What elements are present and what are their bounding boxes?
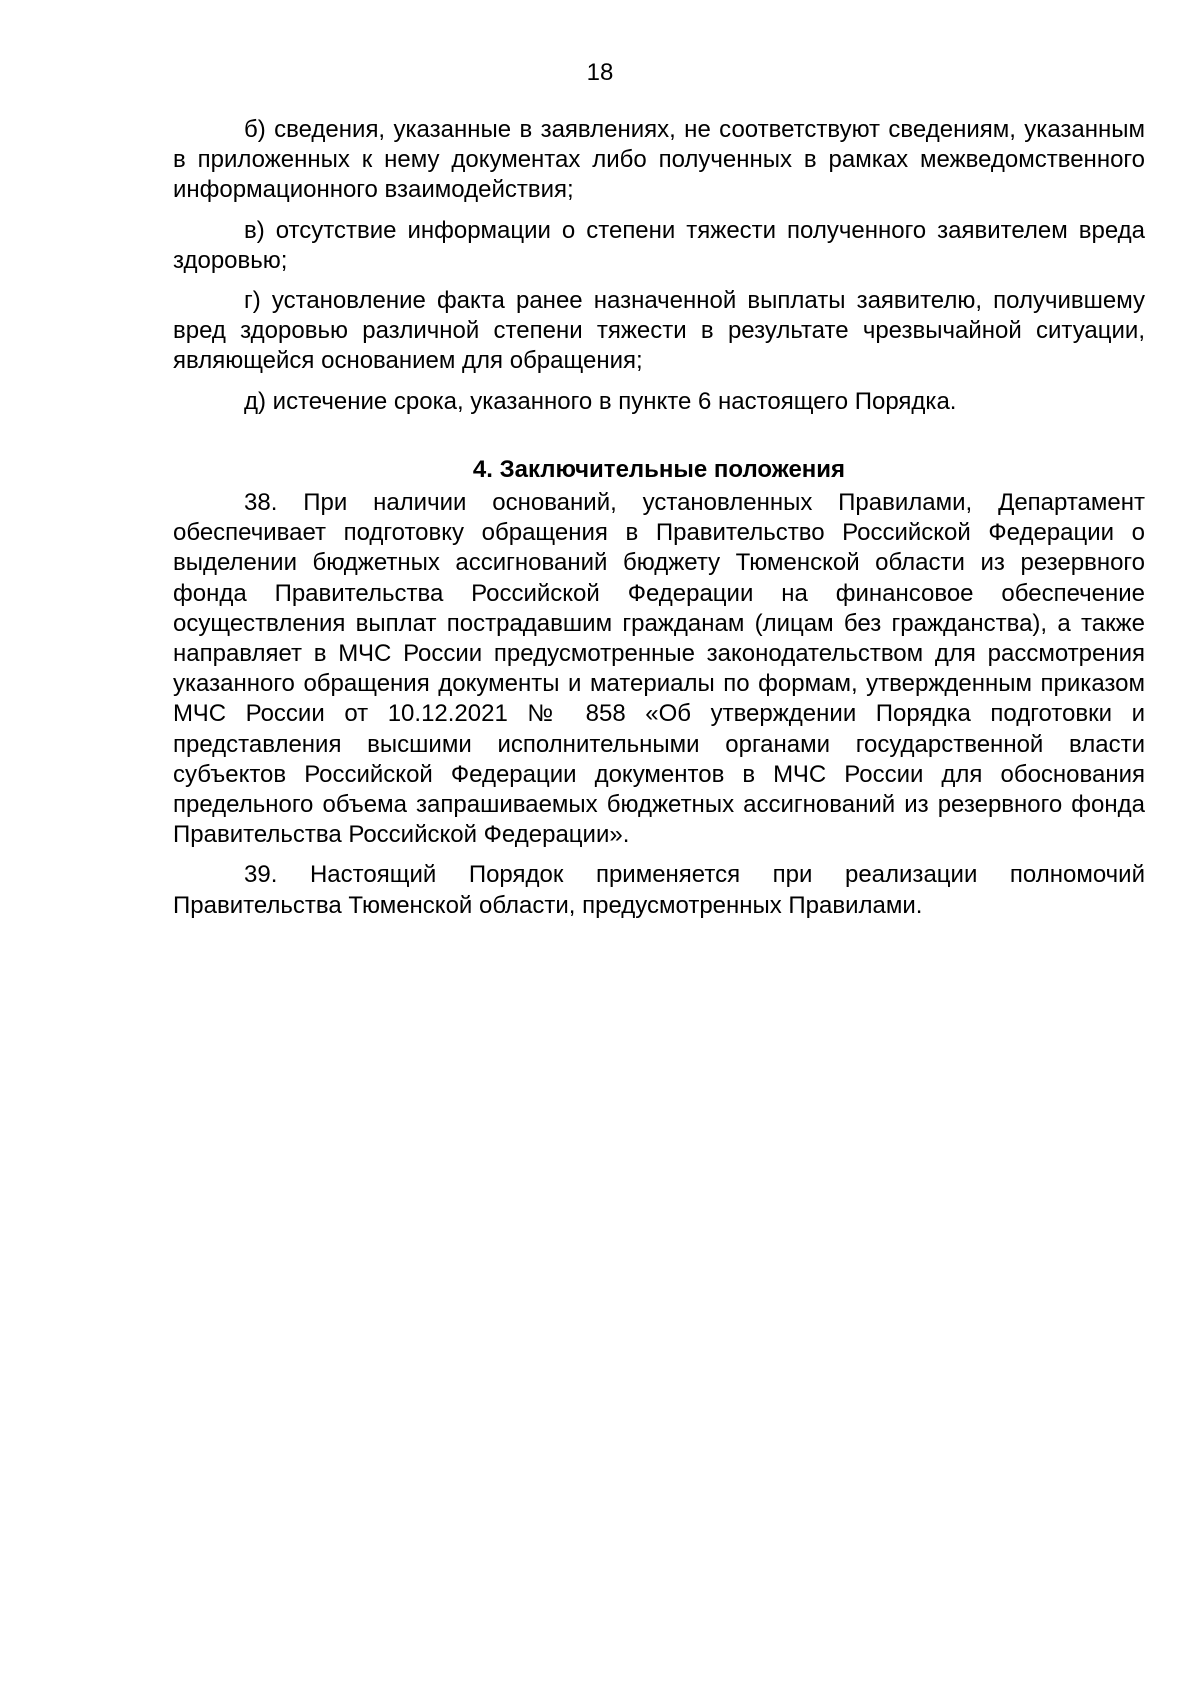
paragraph-b: б) сведения, указанные в заявлениях, не соответствуют сведениям, указанным в приложенных к нему документах либо полученных в рамках межведомственного информационного взаимодействия;	[173, 116, 1145, 204]
page-number: 18	[586, 59, 614, 86]
paragraph-d: д) истечение срока, указанного в пункте 6 настоящего Порядка.	[244, 387, 957, 415]
paragraph-38: 38. При наличии оснований, установленных Правилами, Департамент обеспечивает подготовку обращения в Правительство Российской Федерации о выделении бюджетных ассигнований бюджету Тюменской области из резервного фонда Правительства Российской Федерации на финансовое обеспечение осуществления выплат пострадавшим гражданам (лицам без гражданства), а также направляет в МЧС России предусмотренные законодательством для рассмотрения указанного обращения документы и материалы по формам, утвержденным приказом МЧС России от 10.12.2021 № 858 «Об утверждении Порядка подготовки и представления высшими исполнительными органами государственной власти субъектов Российской Федерации документов в МЧС России для обоснования предельного объема запрашиваемых бюджетных ассигнований из резервного фонда Правительства Российской Федерации».	[173, 489, 1145, 849]
paragraph-v: в) отсутствие информации о степени тяжести полученного заявителем вреда здоровью;	[173, 216, 1145, 274]
section-heading: 4. Заключительные положения	[472, 455, 846, 483]
paragraph-39: 39. Настоящий Порядок применяется при реализации полномочий Правительства Тюменской области, предусмотренных Правилами.	[173, 861, 1145, 919]
document-body	[173, 115, 1145, 921]
paragraph-g: г) установление факта ранее назначенной выплаты заявителю, получившему вред здоровью различной степени тяжести в результате чрезвычайной ситуации, являющейся основанием для обращения;	[173, 287, 1145, 375]
